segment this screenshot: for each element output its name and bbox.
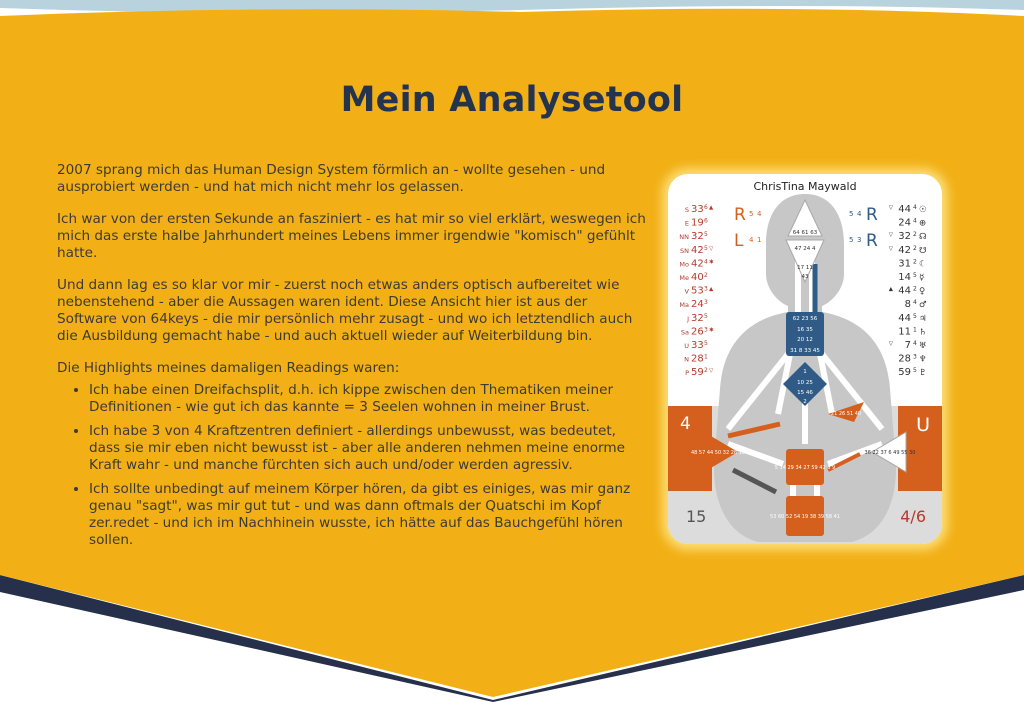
chart-name: ChrisTina Maywald xyxy=(753,180,857,193)
definition-number: 4 xyxy=(680,414,691,434)
design-planet-line: 2 xyxy=(704,367,708,375)
variable-letter: R xyxy=(866,231,878,251)
sacral-gates: 5 14 29 34 27 59 42 3 9 xyxy=(774,465,836,471)
personality-planet-line: 4 xyxy=(913,217,917,225)
paragraph: Ich war von der ersten Sekunde an fasziniert - es hat mir so viel erklärt, weswegen ich mich das erste halbe Jahrhundert meines Lebens immer irgendwie "komisch" gefühlt hatte. xyxy=(57,211,646,261)
personality-planet-gate: 14 xyxy=(898,272,911,283)
throat-gates-row3: 20 12 xyxy=(797,337,813,343)
design-planet-symbol: U xyxy=(684,342,689,350)
design-planet-line: 6 xyxy=(704,217,708,225)
throat-gates-row2: 16 35 xyxy=(797,327,813,333)
design-planet-line: 3 xyxy=(704,285,708,293)
personality-planet-line: 5 xyxy=(913,272,917,279)
g-gates-row: 10 25 xyxy=(797,380,813,386)
design-planet-mark: ✱ xyxy=(709,327,714,334)
profile: 4/6 xyxy=(900,507,926,526)
personality-planet-symbol: ♃ xyxy=(919,313,927,324)
variable-number: 1 xyxy=(757,236,762,244)
personality-planet-gate: 44 xyxy=(898,204,911,215)
g-gates-row2: 15 46 xyxy=(797,390,813,396)
design-planet-symbol: NN xyxy=(679,233,689,242)
design-planet-line: 3 xyxy=(704,299,708,307)
list-item: • Ich habe 3 von 4 Kraftzentren definiert - allerdings unbewusst, was bedeutet, dass sie mir eben nicht bewusst ist - aber alle anderen nehmen meine enorme Kraft wahr - und manche fürchten sich auch und/oder werden agressiv. xyxy=(89,423,647,474)
paragraph: 2007 sprang mich das Human Design System förmlich an - wollte gesehen - und ausprobiert werden - und hat mich nicht mehr los gelassen. xyxy=(57,162,606,195)
design-planet-symbol: Sa xyxy=(680,328,689,337)
design-planet-gate: 42 xyxy=(691,258,704,270)
personality-planet-gate: 59 xyxy=(898,367,911,379)
design-planet-symbol: S xyxy=(684,206,689,214)
personality-planet-gate: 44 xyxy=(898,312,911,324)
personality-planet-gate: 28 xyxy=(898,353,911,365)
throat-gates-row4: 31 8 33 45 xyxy=(790,348,820,354)
personality-planet-gate: 44 xyxy=(898,285,911,297)
personality-planet-mark: ▽ xyxy=(888,232,893,239)
personality-planet-gate: 11 xyxy=(898,326,911,338)
personality-planet-symbol: ⊕ xyxy=(919,218,927,229)
personality-planet-symbol: ☋ xyxy=(919,245,927,256)
design-planet-gate: 32 xyxy=(691,312,704,324)
personality-planet-line: 2 xyxy=(913,244,917,252)
personality-planets-column xyxy=(889,204,927,378)
design-planet-symbol: E xyxy=(684,219,689,228)
design-planet-mark: ▲ xyxy=(709,286,714,293)
design-planet-line: 5 xyxy=(704,312,708,320)
paragraph: Und dann lag es so klar vor mir - zuerst noch etwas anders optisch aufbereitet wie nebenstehend - aber die Aussagen waren ident. Diese Ansicht hier ist aus der Software von 64keys - die mir persönlich mehr zusagt - und wo ich letztendlich auch die Ausbildung gemacht habe - und auch aktuell wieder auf Weiterbildung bin. xyxy=(57,277,633,344)
design-planet-line: 3 xyxy=(704,326,708,334)
design-planet-mark: ✱ xyxy=(709,259,714,266)
heart-gates: 21 26 51 40 xyxy=(830,411,862,417)
variable-letter: R xyxy=(734,205,746,225)
variable-letter: L xyxy=(734,231,744,251)
personality-planet-line: 4 xyxy=(913,340,917,347)
ajna-gates: 47 24 4 xyxy=(794,246,816,252)
g-gate-bottom: 2 xyxy=(803,399,807,405)
variable-letter: R xyxy=(866,205,878,225)
design-planet-line: 1 xyxy=(704,353,708,361)
design-planet-symbol: J xyxy=(687,314,689,323)
highlights-heading: Die Highlights meines damaligen Readings waren: xyxy=(57,360,400,376)
variable-number: 4 xyxy=(757,210,762,218)
personality-planet-line: 4 xyxy=(913,299,917,307)
personality-planet-line: 1 xyxy=(913,326,917,334)
design-planet-mark: ▽ xyxy=(709,368,714,375)
personality-planet-mark: ▽ xyxy=(888,245,893,252)
design-planet-mark: ▲ xyxy=(709,205,714,211)
variable-number: 4 xyxy=(857,210,862,218)
design-planet-gate: 33 xyxy=(691,204,704,215)
personality-planet-mark: ▽ xyxy=(888,205,893,211)
design-planet-symbol: Ma xyxy=(679,301,689,310)
personality-planet-symbol: ♀ xyxy=(919,286,926,297)
design-planet-gate: 28 xyxy=(691,353,704,365)
type-letter: U xyxy=(916,414,930,436)
personality-planet-line: 4 xyxy=(913,204,917,211)
personality-planet-symbol: ♆ xyxy=(919,354,927,365)
variable-number: 3 xyxy=(857,236,862,244)
personality-planet-gate: 32 xyxy=(898,231,911,243)
head-gates: 64 61 63 xyxy=(792,230,818,236)
throat-gates: 62 23 56 xyxy=(792,316,818,322)
personality-planet-line: 3 xyxy=(913,353,917,361)
personality-planet-gate: 8 xyxy=(904,299,911,311)
design-planet-gate: 59 xyxy=(691,367,704,379)
design-planet-symbol: Me xyxy=(679,274,689,282)
g-gate-top: 1 xyxy=(803,369,807,375)
highlights-list xyxy=(57,382,647,549)
ajna-bottom-gate: 43 xyxy=(801,274,809,280)
design-planet-gate: 24 xyxy=(691,299,704,311)
personality-planet-symbol: ☿ xyxy=(919,273,925,283)
bodygraph-chart xyxy=(668,174,942,544)
incarnation-cross: 15 xyxy=(686,507,707,526)
personality-planet-gate: 7 xyxy=(904,340,911,351)
solar-plexus-gates: 36 22 37 6 49 55 30 xyxy=(864,450,916,456)
design-planet-line: 5 xyxy=(704,231,708,239)
design-planet-gate: 19 xyxy=(691,217,704,229)
personality-planet-symbol: ♂ xyxy=(919,300,927,311)
personality-planet-mark: ▲ xyxy=(888,286,893,293)
design-planet-gate: 40 xyxy=(691,272,704,283)
personality-planet-line: 5 xyxy=(913,312,917,320)
personality-planet-line: 2 xyxy=(913,285,917,293)
design-planet-line: 4 xyxy=(704,258,708,266)
variable-number: 4 xyxy=(749,236,754,244)
design-planet-mark: ▽ xyxy=(709,245,714,252)
spleen-gates: 48 57 44 50 32 28 18 xyxy=(690,450,746,456)
page-title: Mein Analysetool xyxy=(340,80,684,120)
intro-text xyxy=(57,162,647,556)
personality-planet-gate: 42 xyxy=(898,244,911,256)
design-planet-symbol: SN xyxy=(680,246,689,255)
design-planets-column xyxy=(679,204,714,378)
personality-planet-gate: 31 xyxy=(898,258,911,270)
personality-planet-symbol: ☾ xyxy=(919,259,927,270)
design-planet-symbol: N xyxy=(684,355,689,364)
personality-planet-symbol: ☊ xyxy=(919,232,927,243)
personality-planet-line: 2 xyxy=(913,258,917,266)
design-planet-gate: 53 xyxy=(691,285,704,297)
design-planet-line: 2 xyxy=(704,272,708,279)
list-item: • Ich sollte unbedingt auf meinem Körper hören, da gibt es einiges, was mir ganz genau "sagt", was mir gut tut - und was dann oftmals der Quatschi im Kopf zer.redet - und ich im Nachhinein wusste, ich hätte auf das Bauchgefühl hören sollen. xyxy=(89,481,647,549)
design-planet-symbol: P xyxy=(685,369,689,378)
design-planet-gate: 33 xyxy=(691,340,704,351)
ajna-lower-gates: 17 11 xyxy=(797,265,813,271)
personality-planet-gate: 24 xyxy=(898,217,911,229)
design-planet-gate: 32 xyxy=(691,231,704,243)
design-planet-line: 6 xyxy=(704,204,708,211)
variable-number: 5 xyxy=(849,210,854,218)
design-planet-symbol: Mo xyxy=(679,260,689,269)
design-planet-gate: 42 xyxy=(691,244,704,256)
list-item: • Ich habe einen Dreifachsplit, d.h. ich kippe zwischen den Thematiken meiner Definitionen - wie gut ich das kannte = 3 Seelen wohnen in meiner Brust. xyxy=(89,382,647,416)
design-planet-line: 5 xyxy=(704,244,708,252)
variable-number: 5 xyxy=(849,236,854,244)
variable-number: 5 xyxy=(749,210,754,218)
personality-planet-symbol: ♇ xyxy=(919,368,927,379)
personality-planet-symbol: ♅ xyxy=(919,341,927,351)
design-planet-gate: 26 xyxy=(691,326,704,338)
personality-planet-mark: ▽ xyxy=(888,341,893,347)
personality-planet-line: 2 xyxy=(913,231,917,239)
root-gates: 53 60 52 54 19 38 39 58 41 xyxy=(770,514,840,520)
personality-planet-symbol: ♄ xyxy=(919,327,927,338)
design-planet-symbol: V xyxy=(684,287,689,296)
personality-planet-symbol: ☉ xyxy=(919,205,927,215)
personality-planet-line: 5 xyxy=(913,367,917,375)
design-planet-line: 5 xyxy=(704,340,708,347)
